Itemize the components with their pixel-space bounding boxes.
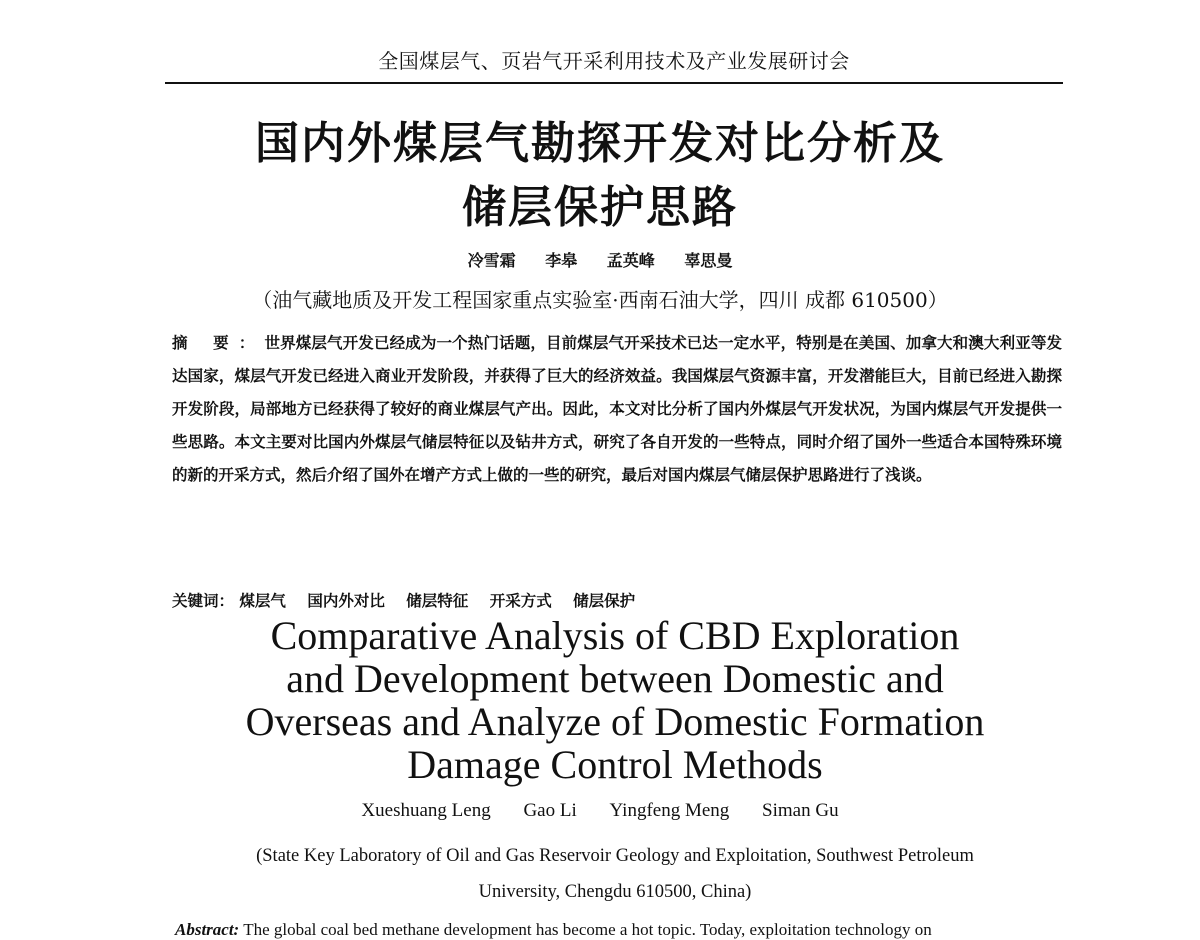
- author-cn: 孟英峰: [606, 251, 655, 270]
- author-cn: 辜思曼: [684, 251, 733, 270]
- author-cn: 李皋: [545, 251, 578, 270]
- affiliation-en-line-1: (State Key Laboratory of Oil and Gas Reservoir Geology and Exploitation, Southwest Petroleum: [256, 846, 974, 866]
- keyword: 储层保护: [573, 591, 636, 610]
- abstract-en-text: The global coal bed methane development has become a hot topic. Today, exploitation technology on: [243, 920, 932, 939]
- keyword: 煤层气: [239, 591, 286, 610]
- keywords-cn: [172, 589, 1062, 611]
- authors-en: [0, 800, 1200, 822]
- author-cn: 冷雪霜: [467, 251, 516, 270]
- title-cn-line-2: 储层保护思路: [462, 182, 738, 233]
- title-en-line: Overseas and Analyze of Domestic Formation: [245, 699, 985, 744]
- keywords-cn-label: 关键词：: [172, 591, 235, 610]
- keyword: 国内外对比: [307, 591, 385, 610]
- author-en: Siman Gu: [762, 800, 839, 821]
- title-en: [150, 614, 1080, 786]
- abstract-en-label: Abstract:: [175, 920, 240, 939]
- affiliation-en-line-2: University, Chengdu 610500, China): [478, 882, 752, 902]
- title-en-line: and Development between Domestic and: [286, 656, 944, 701]
- affiliation-en: [175, 838, 1055, 910]
- title-en-line: Damage Control Methods: [407, 742, 823, 787]
- affiliation-cn: （油气藏地质及开发工程国家重点实验室·西南石油大学，四川 成都 610500）: [252, 288, 948, 312]
- keyword: 储层特征: [406, 591, 469, 610]
- authors-cn: [0, 248, 1200, 271]
- title-en-line: Comparative Analysis of CBD Exploration: [270, 613, 960, 658]
- author-en: Gao Li: [523, 800, 577, 821]
- abstract-en: [175, 920, 1065, 940]
- author-en: Xueshuang Leng: [361, 800, 491, 821]
- abstract-cn-label: 摘 要：: [172, 333, 265, 352]
- title-cn-line-1: 国内外煤层气勘探开发对比分析及: [255, 118, 945, 169]
- abstract-cn-text: 世界煤层气开发已经成为一个热门话题，目前煤层气开采技术已达一定水平，特别是在美国、加拿大和澳大利亚等发达国家，煤层气开发已经进入商业开发阶段，并获得了巨大的经济效益。我国煤层气资源丰富，开发潜能巨大，目前已经进入勘探开发阶段，局部地方已经获得了较好的商业煤层气产出。因此，本文对比分析了国内外煤层气开发状况，为国内煤层气开发提供一些思路。本文主要对比国内外煤层气储层特征以及钻井方式，研究了各自开发的一些特点，同时介绍了国外一些适合本国特殊环境的新的开采方式，然后介绍了国外在增产方式上做的一些的研究，最后对国内煤层气储层保护思路进行了浅谈。: [172, 333, 1062, 484]
- author-en: Yingfeng Meng: [609, 800, 730, 821]
- keyword: 开采方式: [489, 591, 552, 610]
- running-header: 全国煤层气、页岩气开采利用技术及产业发展研讨会: [165, 45, 1063, 84]
- abstract-cn: [172, 326, 1062, 491]
